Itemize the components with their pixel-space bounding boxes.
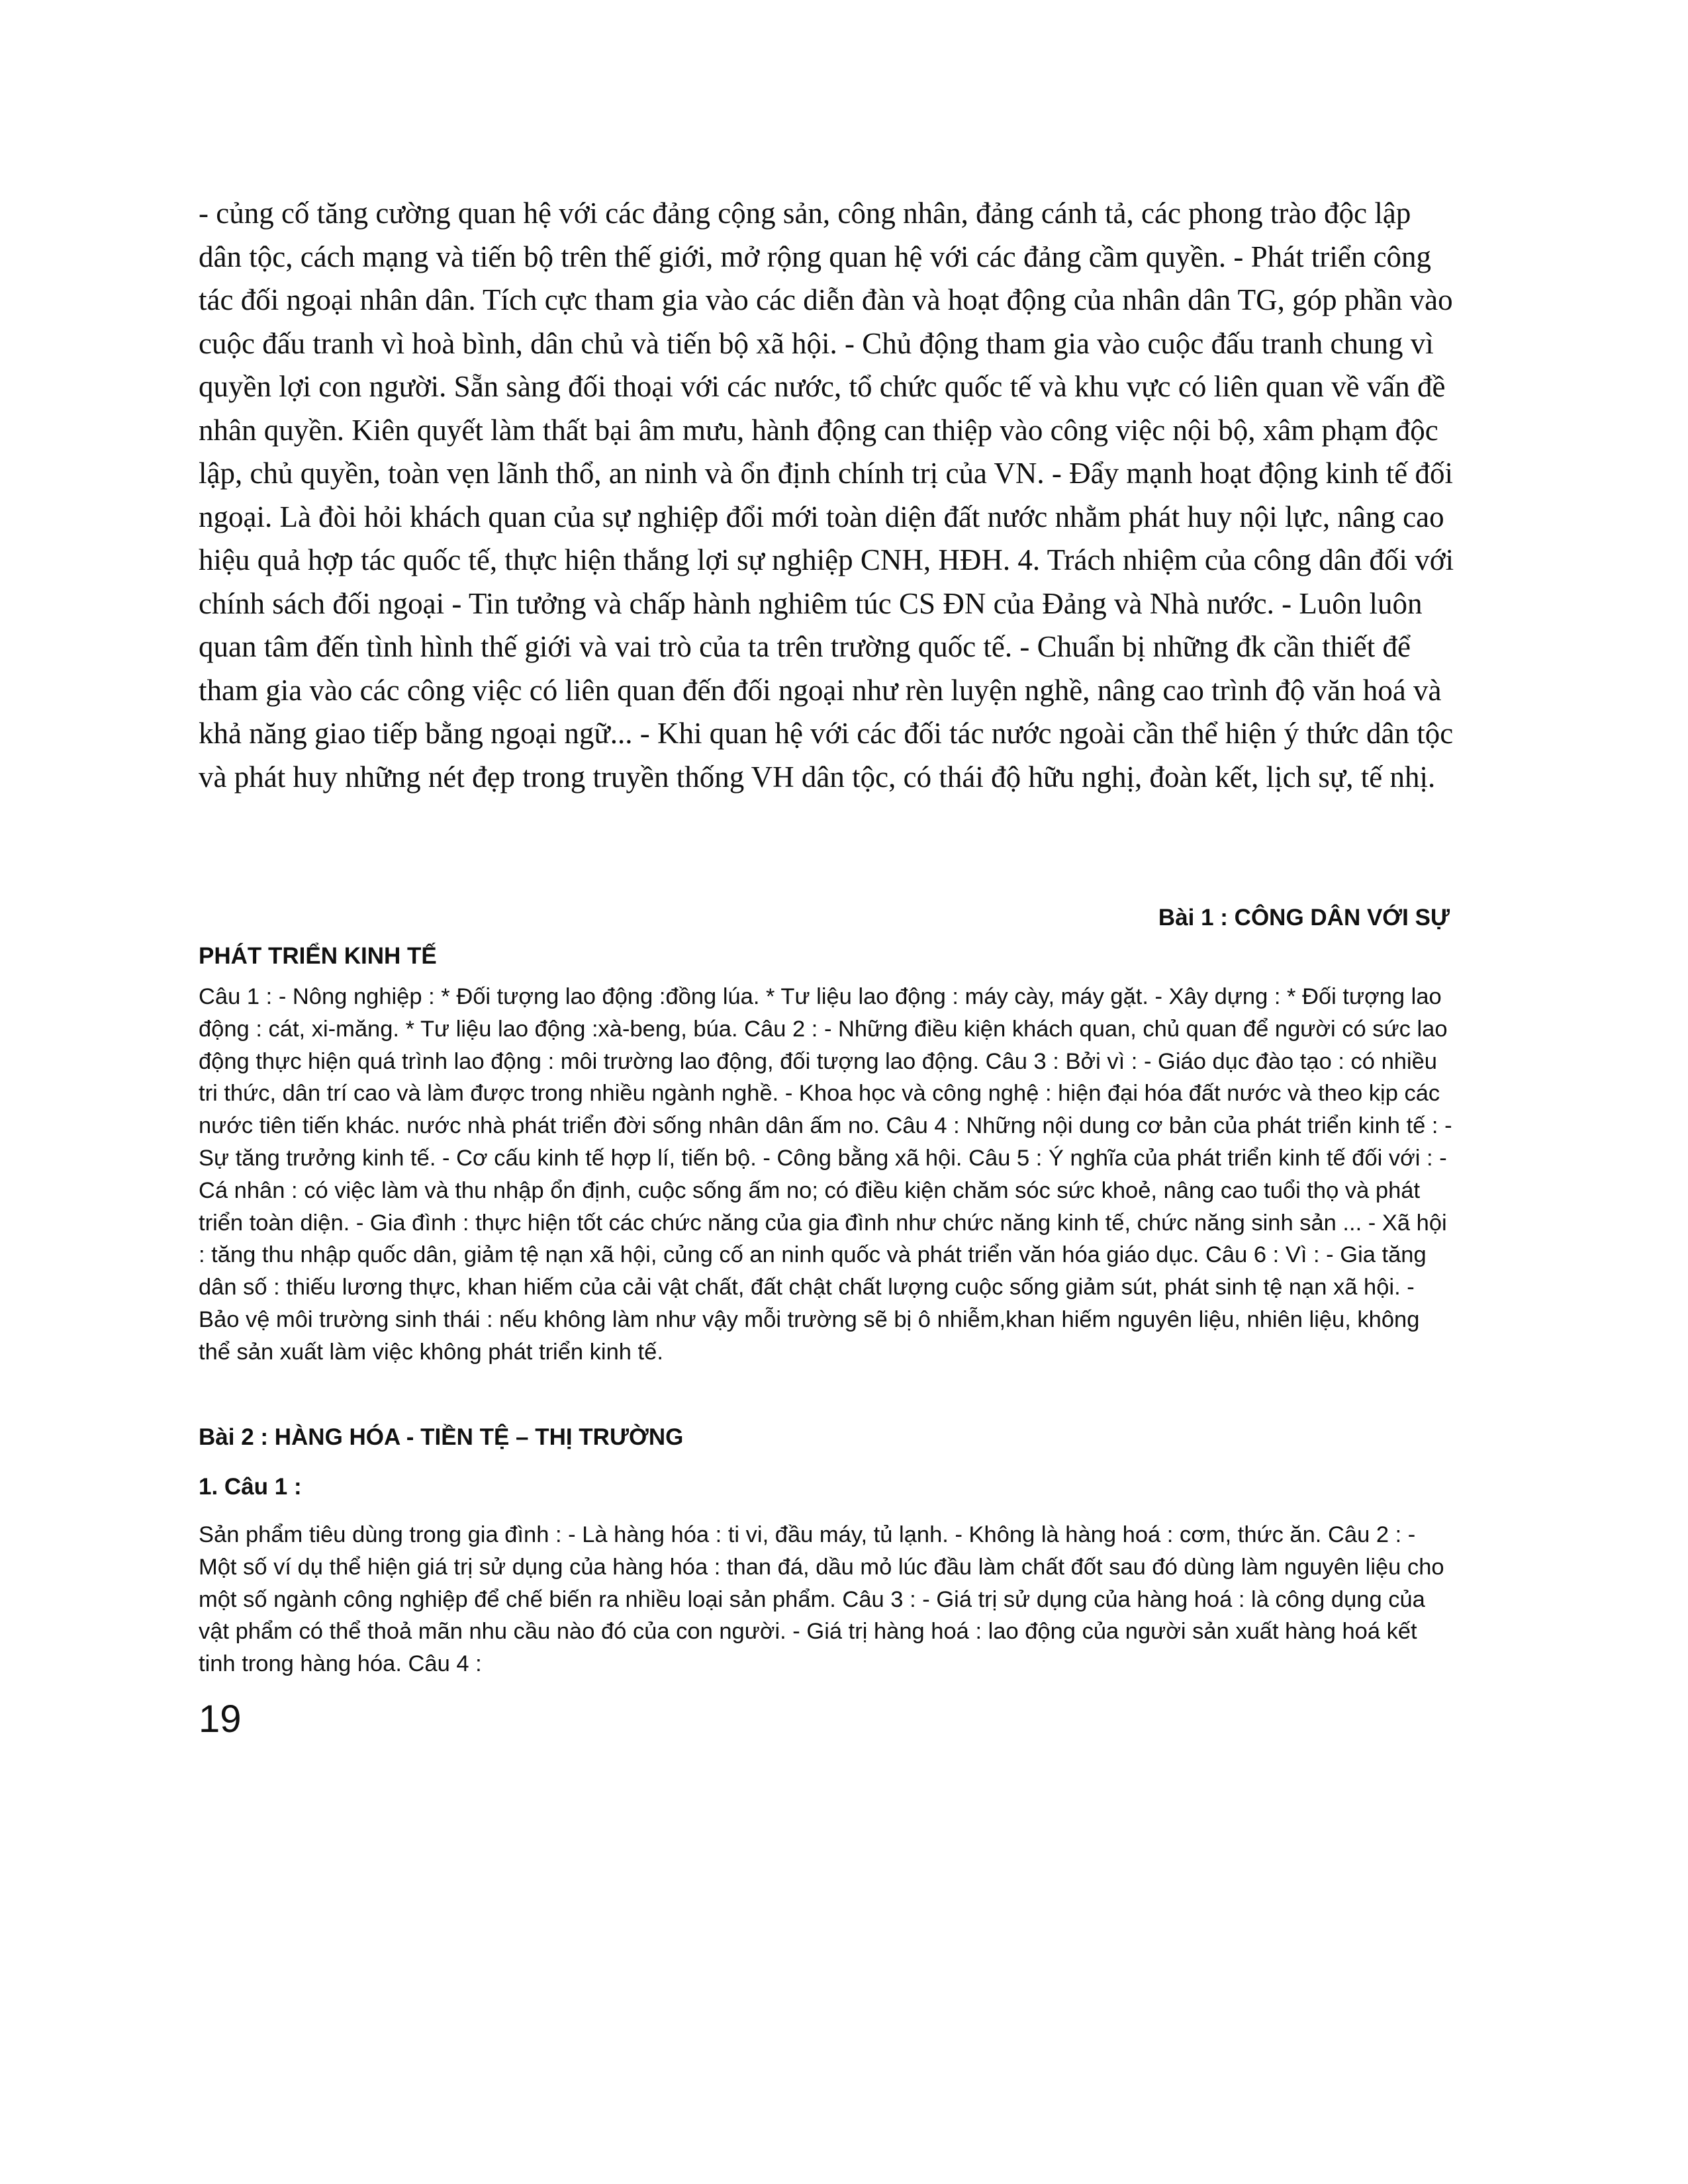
bai2-paragraph: Sản phẩm tiêu dùng trong gia đình : - Là hàng hóa : ti vi, đầu máy, tủ lạnh. - Không là hàng hoá : cơm, thức ăn. Câu 2 : - Một số ví dụ thể hiện giá trị sử dụng của hàng hóa : than đá, dầu mỏ lúc đầu làm chất đốt sau đó dùng làm nguyên liệu cho một số ngành công nghiệp để chế biến ra nhiều loại sản phẩm. Câu 3 : - Giá trị sử dụng của hàng hoá : là công dụng của vật phẩm có thể thoả mãn nhu cầu nào đó của con người. - Giá trị hàng hoá : lao động của người sản xuất hàng hoá kết tinh trong hàng hóa. Câu 4 : bbox=[199, 1522, 1444, 1677]
bai1-heading-line1: Bài 1 : CÔNG DÂN VỚI SỰ bbox=[1158, 905, 1450, 931]
page-number: 19 bbox=[199, 1698, 242, 1741]
intro-paragraph: - củng cố tăng cường quan hệ với các đảng cộng sản, công nhân, đảng cánh tả, các phong trào độc lập dân tộc, cách mạng và tiến bộ trên thế giới, mở rộng quan hệ với các đảng cầm quyền. - Phát triển công tác đối ngoại nhân dân. Tích cực tham gia vào các diễn đàn và hoạt động của nhân dân TG, góp phần vào cuộc đấu tranh vì hoà bình, dân chủ và tiến bộ xã hội. - Chủ động tham gia vào cuộc đấu tranh chung vì quyền lợi con người. Sẵn sàng đối thoại với các nước, tổ chức quốc tế và khu vực có liên quan về vấn đề nhân quyền. Kiên quyết làm thất bại âm mưu, hành động can thiệp vào công việc nội bộ, xâm phạm độc lập, chủ quyền, toàn vẹn lãnh thổ, an ninh và ổn định chính trị của VN. - Đẩy mạnh hoạt động kinh tế đối ngoại. Là đòi hỏi khách quan của sự nghiệp đổi mới toàn diện đất nước nhằm phát huy nội lực, nâng cao hiệu quả hợp tác quốc tế, thực hiện thắng lợi sự nghiệp CNH, HĐH. 4. Trách nhiệm của công dân đối với chính sách đối ngoại - Tin tưởng và chấp hành nghiêm túc CS ĐN của Đảng và Nhà nước. - Luôn luôn quan tâm đến tình hình thế giới và vai trò của ta trên trường quốc tế. - Chuẩn bị những đk cần thiết để tham gia vào các công việc có liên quan đến đối ngoại như rèn luyện nghề, nâng cao trình độ văn hoá và khả năng giao tiếp bằng ngoại ngữ... - Khi quan hệ với các đối tác nước ngoài cần thể hiện ý thức dân tộc và phát huy những nét đẹp trong truyền thống VH dân tộc, có thái độ hữu nghị, đoàn kết, lịch sự, tế nhị. bbox=[199, 197, 1454, 794]
bai2-heading: Bài 2 : HÀNG HÓA - TIỀN TỆ – THỊ TRƯỜNG bbox=[199, 1424, 684, 1450]
bai1-heading-line2: PHÁT TRIỂN KINH TẾ bbox=[199, 943, 437, 969]
bai1-paragraph: Câu 1 : - Nông nghiệp : * Đối tượng lao động :đồng lúa. * Tư liệu lao động : máy cày, máy gặt. - Xây dựng : * Đối tượng lao động : cát, xi-măng. * Tư liệu lao động :xà-beng, búa. Câu 2 : - Những điều kiện khách quan, chủ quan để người có sức lao động thực hiện quá trình lao động : môi trường lao động, đối tượng lao động. Câu 3 : Bởi vì : - Giáo dục đào tạo : có nhiều tri thức, dân trí cao và làm được trong nhiều ngành nghề. - Khoa học và công nghệ : hiện đại hóa đất nước và theo kịp các nước tiên tiến khác. nước nhà phát triển đời sống nhân dân ấm no. Câu 4 : Những nội dung cơ bản của phát triển kinh tế : - Sự tăng trưởng kinh tế. - Cơ cấu kinh tế hợp lí, tiến bộ. - Công bằng xã hội. Câu 5 : Ý nghĩa của phát triển kinh tế đối với : - Cá nhân : có việc làm và thu nhập ổn định, cuộc sống ấm no; có điều kiện chăm sóc sức khoẻ, nâng cao tuổi thọ và phát triển toàn diện. - Gia đình : thực hiện tốt các chức năng của gia đình như chức năng kinh tế, chức năng sinh sản ... - Xã hội : tăng thu nhập quốc dân, giảm tệ nạn xã hội, củng cố an ninh quốc và phát triển văn hóa giáo dục. Câu 6 : Vì : - Gia tăng dân số : thiếu lương thực, khan hiếm của cải vật chất, đất chật chất lượng cuộc sống giảm sút, phát sinh tệ nạn xã hội. - Bảo vệ môi trường sinh thái : nếu không làm như vậy mỗi trường sẽ bị ô nhiễm,khan hiếm nguyên liệu, nhiên liệu, không thể sản xuất làm việc không phát triển kinh tế. bbox=[199, 984, 1452, 1365]
cau1-heading: 1. Câu 1 : bbox=[199, 1474, 302, 1500]
